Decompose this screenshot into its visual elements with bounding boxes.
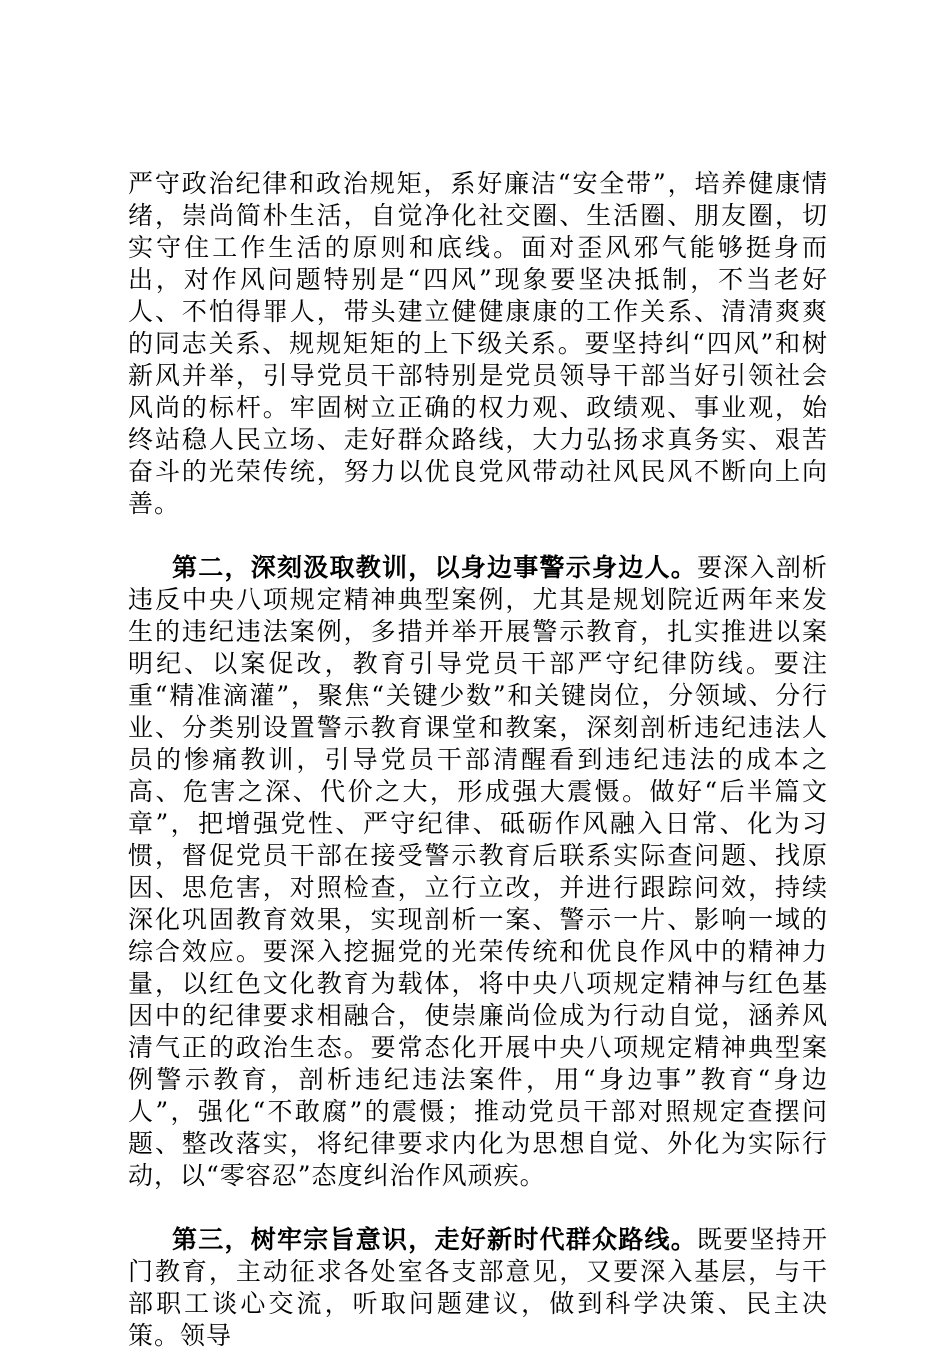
- section-three-text: 既要坚持开门教育，主动征求各处室各支部意见，又要深入基层，与干部职工谈心交流，听取问题建议，做到科学决策、民主决策。领导: [128, 1225, 828, 1350]
- paragraph-1-text: 严守政治纪律和政治规矩，系好廉洁“安全带”，培养健康情绪，崇尚简朴生活，自觉净化社交圈、生活圈、朋友圈，切实守住工作生活的原则和底线。面对歪风邪气能够挺身而出，对作风问题特别是“四风”现象要坚决抵制，不当老好人、不怕得罪人，带头建立健健康康的工作关系、清清爽爽的同志关系、规规矩矩的上下级关系。要坚持纠“四风”和树新风并举，引导党员干部特别是党员领导干部当好引领社会风尚的标杆。牢固树立正确的权力观、政绩观、事业观，始终站稳人民立场、走好群众路线，大力弘扬求真务实、艰苦奋斗的光荣传统，努力以优良党风带动社风民风不断向上向善。: [128, 169, 828, 518]
- section-three-heading: 第三，树牢宗旨意识，走好新时代群众路线。: [172, 1225, 697, 1254]
- section-two-heading: 第二，深刻汲取教训，以身边事警示身边人。: [172, 553, 697, 582]
- paragraph-continuation: [128, 168, 828, 520]
- paragraph-section-two: [128, 552, 828, 1192]
- paragraph-section-three: [128, 1224, 828, 1352]
- document-body: [128, 168, 828, 1352]
- section-two-text: 要深入剖析违反中央八项规定精神典型案例，尤其是规划院近两年来发生的违纪违法案例，多措并举开展警示教育，扎实推进以案明纪、以案促改，教育引导党员干部严守纪律防线。要注重“精准滴灌”，聚焦“关键少数”和关键岗位，分领域、分行业、分类别设置警示教育课堂和教案，深刻剖析违纪违法人员的惨痛教训，引导党员干部清醒看到违纪违法的成本之高、危害之深、代价之大，形成强大震慑。做好“后半篇文章”，把增强党性、严守纪律、砥砺作风融入日常、化为习惯，督促党员干部在接受警示教育后联系实际查问题、找原因、思危害，对照检查，立行立改，并进行跟踪问效，持续深化巩固教育效果，实现剖析一案、警示一片、影响一域的综合效应。要深入挖掘党的光荣传统和优良作风中的精神力量，以红色文化教育为载体，将中央八项规定精神与红色基因中的纪律要求相融合，使崇廉尚俭成为行动自觉，涵养风清气正的政治生态。要常态化开展中央八项规定精神典型案例警示教育，剖析违纪违法案件，用“身边事”教育“身边人”，强化“不敢腐”的震慑；推动党员干部对照规定查摆问题、整改落实，将纪律要求内化为思想自觉、外化为实际行动，以“零容忍”态度纠治作风顽疾。: [128, 553, 828, 1190]
